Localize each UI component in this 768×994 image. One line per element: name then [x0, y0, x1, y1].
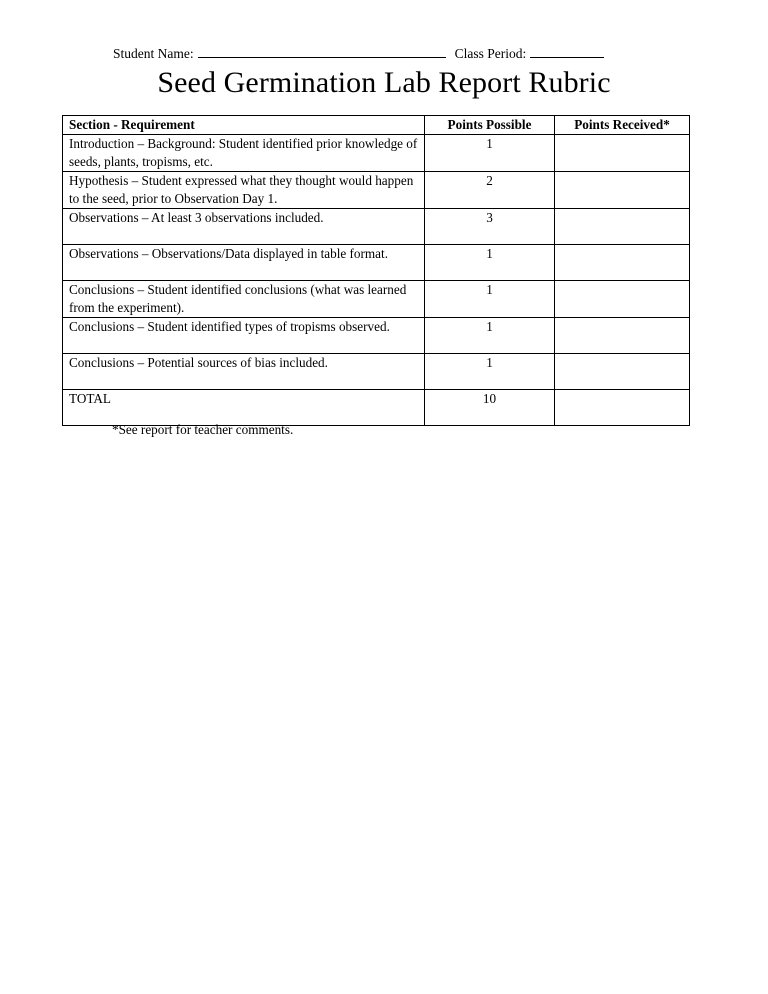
points-received-cell[interactable] [555, 135, 690, 172]
table-row [63, 135, 690, 172]
column-header-points-possible: Points Possible [425, 116, 555, 135]
table-row [63, 318, 690, 354]
class-period-label: Class Period: [454, 46, 527, 61]
rubric-table [62, 115, 690, 426]
student-info-line [113, 45, 604, 62]
footnote: *See report for teacher comments. [112, 422, 294, 437]
table-row [63, 354, 690, 390]
table-row [63, 172, 690, 209]
total-points-possible-cell: 10 [425, 390, 555, 426]
requirement-cell: Conclusions – Potential sources of bias included. [63, 354, 425, 390]
points-possible-cell: 3 [425, 209, 555, 245]
points-received-cell[interactable] [555, 245, 690, 281]
requirement-cell: Observations – Observations/Data displayed in table format. [63, 245, 425, 281]
points-possible-cell: 2 [425, 172, 555, 209]
requirement-cell: Conclusions – Student identified types of tropisms observed. [63, 318, 425, 354]
page-title: Seed Germination Lab Report Rubric [157, 66, 611, 99]
total-row [63, 390, 690, 426]
table-row [63, 281, 690, 318]
table-row [63, 209, 690, 245]
requirement-cell: Introduction – Background: Student identified prior knowledge of seeds, plants, tropisms, etc. [63, 135, 425, 172]
requirement-cell: Hypothesis – Student expressed what they thought would happen to the seed, prior to Observation Day 1. [63, 172, 425, 209]
points-received-cell[interactable] [555, 172, 690, 209]
points-possible-cell: 1 [425, 354, 555, 390]
column-header-points-received: Points Received* [555, 116, 690, 135]
points-received-cell[interactable] [555, 318, 690, 354]
requirement-cell: Observations – At least 3 observations included. [63, 209, 425, 245]
total-points-received-cell[interactable] [555, 390, 690, 426]
points-possible-cell: 1 [425, 245, 555, 281]
table-header-row [63, 116, 690, 135]
points-received-cell[interactable] [555, 281, 690, 318]
total-label-cell: TOTAL [63, 390, 425, 426]
class-period-field[interactable] [530, 45, 604, 58]
requirement-cell: Conclusions – Student identified conclusions (what was learned from the experiment). [63, 281, 425, 318]
student-name-label: Student Name: [113, 46, 194, 61]
column-header-requirement: Section - Requirement [63, 116, 425, 135]
points-possible-cell: 1 [425, 135, 555, 172]
points-possible-cell: 1 [425, 281, 555, 318]
points-received-cell[interactable] [555, 209, 690, 245]
points-received-cell[interactable] [555, 354, 690, 390]
table-row [63, 245, 690, 281]
student-name-field[interactable] [198, 45, 446, 58]
points-possible-cell: 1 [425, 318, 555, 354]
